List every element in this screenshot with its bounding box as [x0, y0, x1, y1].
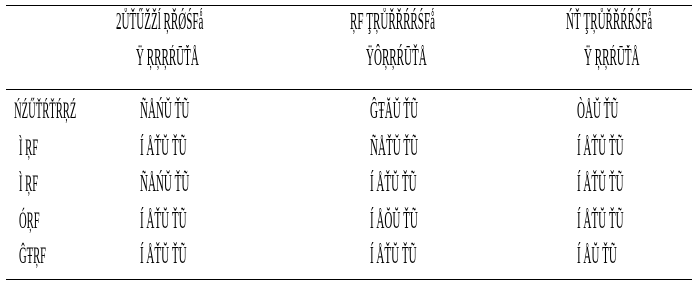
row-label: Ì ŖF — [19, 171, 39, 196]
table-cell: Í ÅŤŬ ŤŨ — [140, 208, 187, 234]
table-cell: Í ÅŤŬ ŤŨ — [140, 135, 187, 161]
row-label: ÓŖF — [19, 208, 40, 233]
row-label: Ì ŖF — [19, 135, 39, 160]
table-cell: ĜŦĂŬ ŤŨ — [370, 98, 419, 124]
column-subheader-1: Ÿ ŖŖŖŔŪŤÅ — [136, 45, 199, 71]
column-subheader-2: ŸÔŖŖŔŪŤÅ — [366, 45, 427, 71]
table-cell: ÑÅŃŬ ŤŨ — [140, 171, 190, 197]
table-cell: Í ÅŤŬ ŤŨ — [140, 243, 187, 269]
table-cell: Í ÅŤŬ ŤŨ — [577, 135, 624, 161]
header-rule — [6, 89, 692, 90]
column-header-2: ŖF ŢŖŮŘŘŔŔŚFǻ — [350, 9, 435, 35]
row-label: ĜŦŖF — [19, 243, 47, 268]
row-label: ŃŹŰŤŔŤŔŖŹ — [14, 98, 77, 123]
table-cell: Í ÅŤŬ ŤŨ — [370, 243, 417, 269]
column-header-3: ŃŤ ŢŖŮŘŘŔŔŚFǻ — [566, 9, 653, 35]
table-cell: Í ÅŤŬ ŤŨ — [577, 208, 624, 234]
bottom-rule — [6, 279, 692, 280]
table-cell: ÒÅŬ ŤŨ — [577, 98, 619, 124]
table-cell: Í ÅŎŬ ŤŨ — [370, 208, 418, 234]
column-header-1: 2ŮŤŰŽŽĺ ŖŘǾŚFǻ — [116, 9, 204, 35]
table-cell: Í ÅŤŬ ŤŨ — [577, 171, 624, 197]
table-cell: Í ÅŤŬ ŤŨ — [370, 171, 417, 197]
column-subheader-3: Ÿ ŖŖŔŪŤÅ — [584, 45, 640, 71]
table-cell: ÑÅŤŬ ŤŨ — [370, 135, 419, 161]
table-cell: Í ÅŬ ŤŨ — [577, 243, 617, 269]
top-rule — [6, 5, 692, 6]
table-cell: ÑÅŃŬ ŤŨ — [140, 98, 190, 124]
